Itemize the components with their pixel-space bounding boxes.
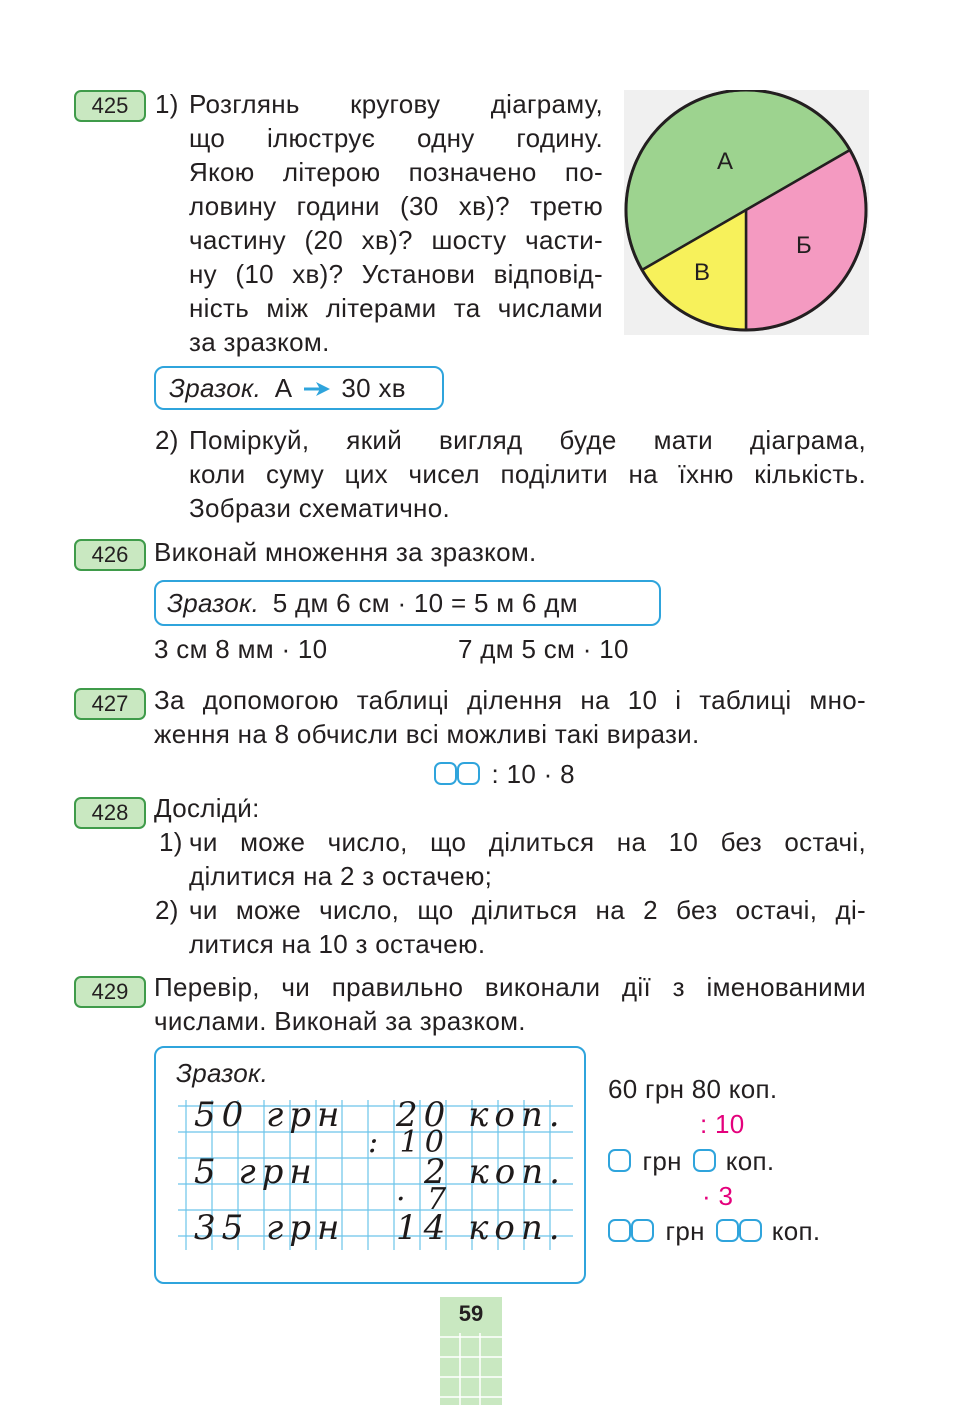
pie-label-v: В: [694, 259, 711, 286]
handwritten-row3-right: 14 коп.: [396, 1208, 566, 1248]
handwritten-row1-right: 20 коп.: [396, 1095, 566, 1135]
unit-kop: коп.: [771, 1216, 821, 1246]
expression-427: [434, 757, 575, 791]
text-line: Поміркуй, який вигляд буде мати діаграма,: [189, 425, 866, 455]
sample-box-425: [154, 366, 444, 410]
digit-box: [608, 1149, 631, 1172]
exercise-428-item1: [189, 825, 866, 893]
text-line: Перевір, чи правильно виконали дії з іменованими: [154, 972, 866, 1002]
sample-label: Зразок.: [169, 373, 262, 403]
sample-value: 30 хв: [341, 373, 406, 403]
digit-box: [739, 1219, 762, 1242]
pie-diagram: [624, 90, 869, 335]
task-429-op-divide: : 10: [700, 1109, 745, 1139]
task-429-row1: [608, 1144, 774, 1178]
sample-label: Зразок.: [176, 1058, 269, 1088]
text-line: чи може число, що ділиться на 10 без остачі,: [189, 827, 866, 857]
text-line: числами. Виконай за зразком.: [154, 1006, 526, 1036]
text-line: коли суму цих чисел поділити на їхню кількість.: [189, 459, 866, 489]
text-line: ження на 8 обчисли всі можливі такі вирази.: [154, 719, 700, 749]
exercise-number-429: 429: [74, 976, 146, 1008]
unit-grn: грн: [665, 1216, 705, 1246]
handwritten-row2-right: 2 коп.: [424, 1152, 566, 1192]
exercise-429-text: [154, 970, 866, 1038]
exercise-number-425: 425: [74, 90, 146, 122]
handwritten-op-divide: : 10: [368, 1125, 450, 1160]
digit-box: [608, 1219, 631, 1242]
sample-box-429: [154, 1046, 586, 1284]
digit-box: [631, 1219, 654, 1242]
page-number-block: [440, 1297, 502, 1405]
text-line: що ілюструє одну годину.: [189, 123, 603, 153]
digit-box: [457, 762, 480, 785]
text-line: За допомогою таблиці ділення на 10 і таблиці мно-: [154, 685, 866, 715]
task-426-1: 3 см 8 мм · 10: [154, 634, 328, 664]
unit-grn: грн: [642, 1146, 682, 1176]
task-429-start-value: 60 грн 80 коп.: [608, 1074, 778, 1104]
handwritten-op-multiply: · 7: [396, 1182, 453, 1217]
digit-box: [434, 762, 457, 785]
digit-box: [693, 1149, 716, 1172]
sample-letter: А: [274, 373, 293, 403]
sample-box-426: [154, 580, 661, 626]
arrow-right-icon: [302, 380, 332, 398]
exercise-425-part2-text: [189, 423, 866, 525]
pie-label-a: А: [717, 148, 734, 175]
task-426-2: 7 дм 5 см · 10: [458, 634, 629, 664]
exercise-number-427: 427: [74, 688, 146, 720]
exercise-426-text: Виконай множення за зразком.: [154, 537, 537, 567]
page-number: 59: [458, 1301, 484, 1326]
text-line: Зобрази схематично.: [189, 493, 451, 523]
text-line: ну (10 хв)? Установи відповід-: [189, 259, 603, 289]
handwritten-row3-left: 35 грн: [194, 1208, 346, 1248]
expression-427-text: : 10 · 8: [491, 759, 575, 789]
sample-label: Зразок.: [167, 588, 260, 618]
text-line: чи може число, що ділиться на 2 без остачі, ді-: [189, 895, 866, 925]
task-429-row2: [608, 1214, 820, 1248]
task-429-op-multiply: · 3: [702, 1181, 734, 1211]
exercise-number-428: 428: [74, 797, 146, 829]
text-line: частину (20 хв)? шосту части-: [189, 225, 603, 255]
item-marker-2: 2): [155, 425, 179, 455]
handwritten-row1-left: 50 грн: [194, 1095, 346, 1135]
digit-box: [716, 1219, 739, 1242]
text-line: ність між літерами та числами: [189, 293, 603, 323]
exercise-425-part1-text: [189, 87, 603, 359]
handwritten-row2-left: 5 грн: [194, 1152, 318, 1192]
text-line: за зразком.: [189, 327, 330, 357]
item-marker-1: 1): [159, 827, 183, 857]
text-line: литися на 10 з остачею.: [189, 929, 486, 959]
sample-expression: 5 дм 6 см · 10 = 5 м 6 дм: [272, 588, 578, 618]
item-marker-1: 1): [155, 89, 179, 119]
exercise-428-item2: [189, 893, 866, 961]
exercise-number-426: 426: [74, 539, 146, 571]
text-line: Розглянь кругову діаграму,: [189, 89, 603, 119]
text-line: ловину години (30 хв)? третю: [189, 191, 603, 221]
text-line: Якою літерою позначено по-: [189, 157, 603, 187]
item-marker-2: 2): [155, 895, 179, 925]
unit-kop: коп.: [725, 1146, 775, 1176]
exercise-428-title: Досліди́:: [154, 793, 260, 823]
text-line: ділитися на 2 з остачею;: [189, 861, 493, 891]
exercise-427-text: [154, 683, 866, 751]
pie-label-b: Б: [796, 232, 812, 259]
